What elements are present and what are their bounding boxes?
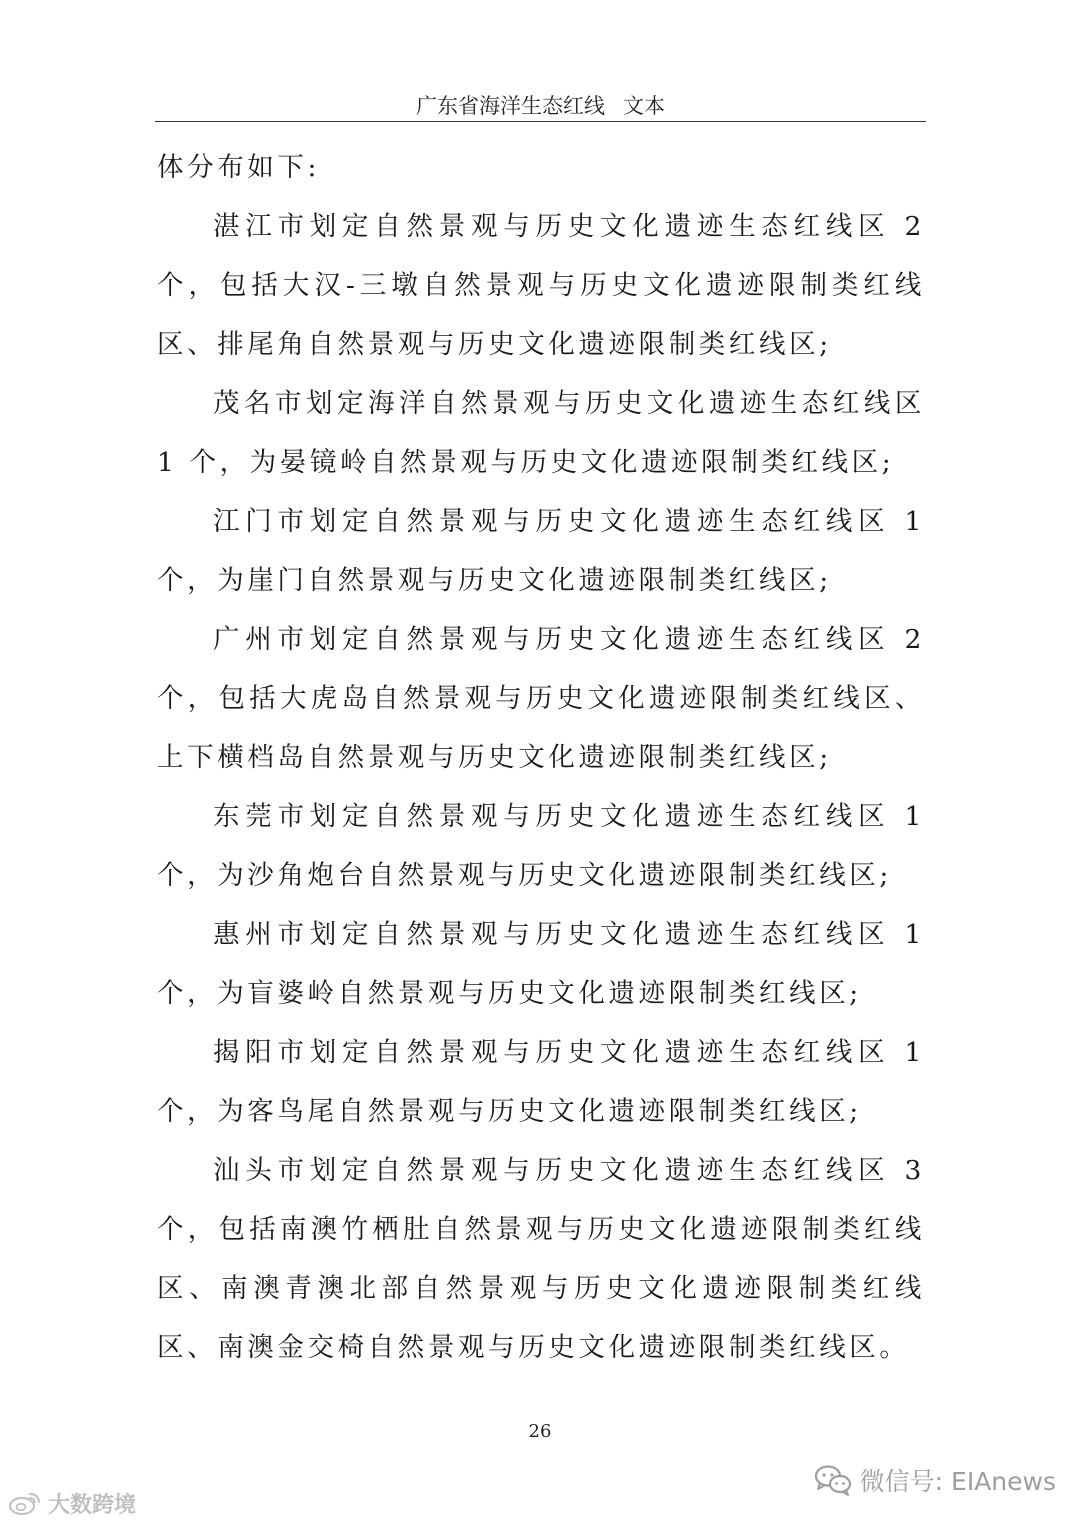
wechat-logo-icon — [814, 1464, 852, 1496]
watermark-right-text: 微信号: EIAnews — [859, 1467, 1056, 1496]
watermark-left-text: 大数跨境 — [48, 1492, 137, 1518]
page-number: 26 — [528, 1421, 552, 1442]
paragraph-continuation: 体分布如下: — [157, 152, 321, 183]
paragraph-huizhou: 惠州市划定自然景观与历史文化遗迹生态红线区 1 个，为盲婆岭自然景观与历史文化遗迹限制类红线区; — [157, 919, 925, 1009]
watermark-left — [8, 1488, 136, 1518]
watermark-right — [814, 1460, 1056, 1500]
weibo-logo-icon — [8, 1490, 42, 1516]
paragraph-zhanjiang: 湛江市划定自然景观与历史文化遗迹生态红线区 2 个，包括大汉-三墩自然景观与历史文化遗迹限制类红线区、排尾角自然景观与历史文化遗迹限制类红线区; — [157, 211, 925, 360]
header-title: 广东省海洋生态红线 — [416, 94, 605, 118]
paragraph-jieyang: 揭阳市划定自然景观与历史文化遗迹生态红线区 1 个，为客鸟尾自然景观与历史文化遗迹限制类红线区; — [157, 1037, 925, 1127]
paragraph-shantou: 汕头市划定自然景观与历史文化遗迹生态红线区 3 个，包括南澳竹栖肚自然景观与历史文化遗迹限制类红线区、南澳青澳北部自然景观与历史文化遗迹限制类红线区、南澳金交椅自然景观与历史文化遗迹限制类红线区。 — [157, 1155, 925, 1363]
paragraph-guangzhou: 广州市划定自然景观与历史文化遗迹生态红线区 2 个，包括大虎岛自然景观与历史文化遗迹限制类红线区、上下横档岛自然景观与历史文化遗迹限制类红线区; — [157, 624, 925, 773]
paragraph-maoming: 茂名市划定海洋自然景观与历史文化遗迹生态红线区 1 个，为晏镜岭自然景观与历史文化遗迹限制类红线区; — [157, 388, 925, 478]
running-header — [155, 92, 926, 120]
paragraph-dongguan: 东莞市划定自然景观与历史文化遗迹生态红线区 1 个，为沙角炮台自然景观与历史文化遗迹限制类红线区; — [157, 801, 925, 891]
document-body — [157, 138, 925, 1377]
header-rule — [155, 121, 926, 122]
header-subtitle: 文本 — [623, 94, 665, 118]
paragraph-jiangmen: 江门市划定自然景观与历史文化遗迹生态红线区 1 个，为崖门自然景观与历史文化遗迹限制类红线区; — [157, 506, 925, 596]
